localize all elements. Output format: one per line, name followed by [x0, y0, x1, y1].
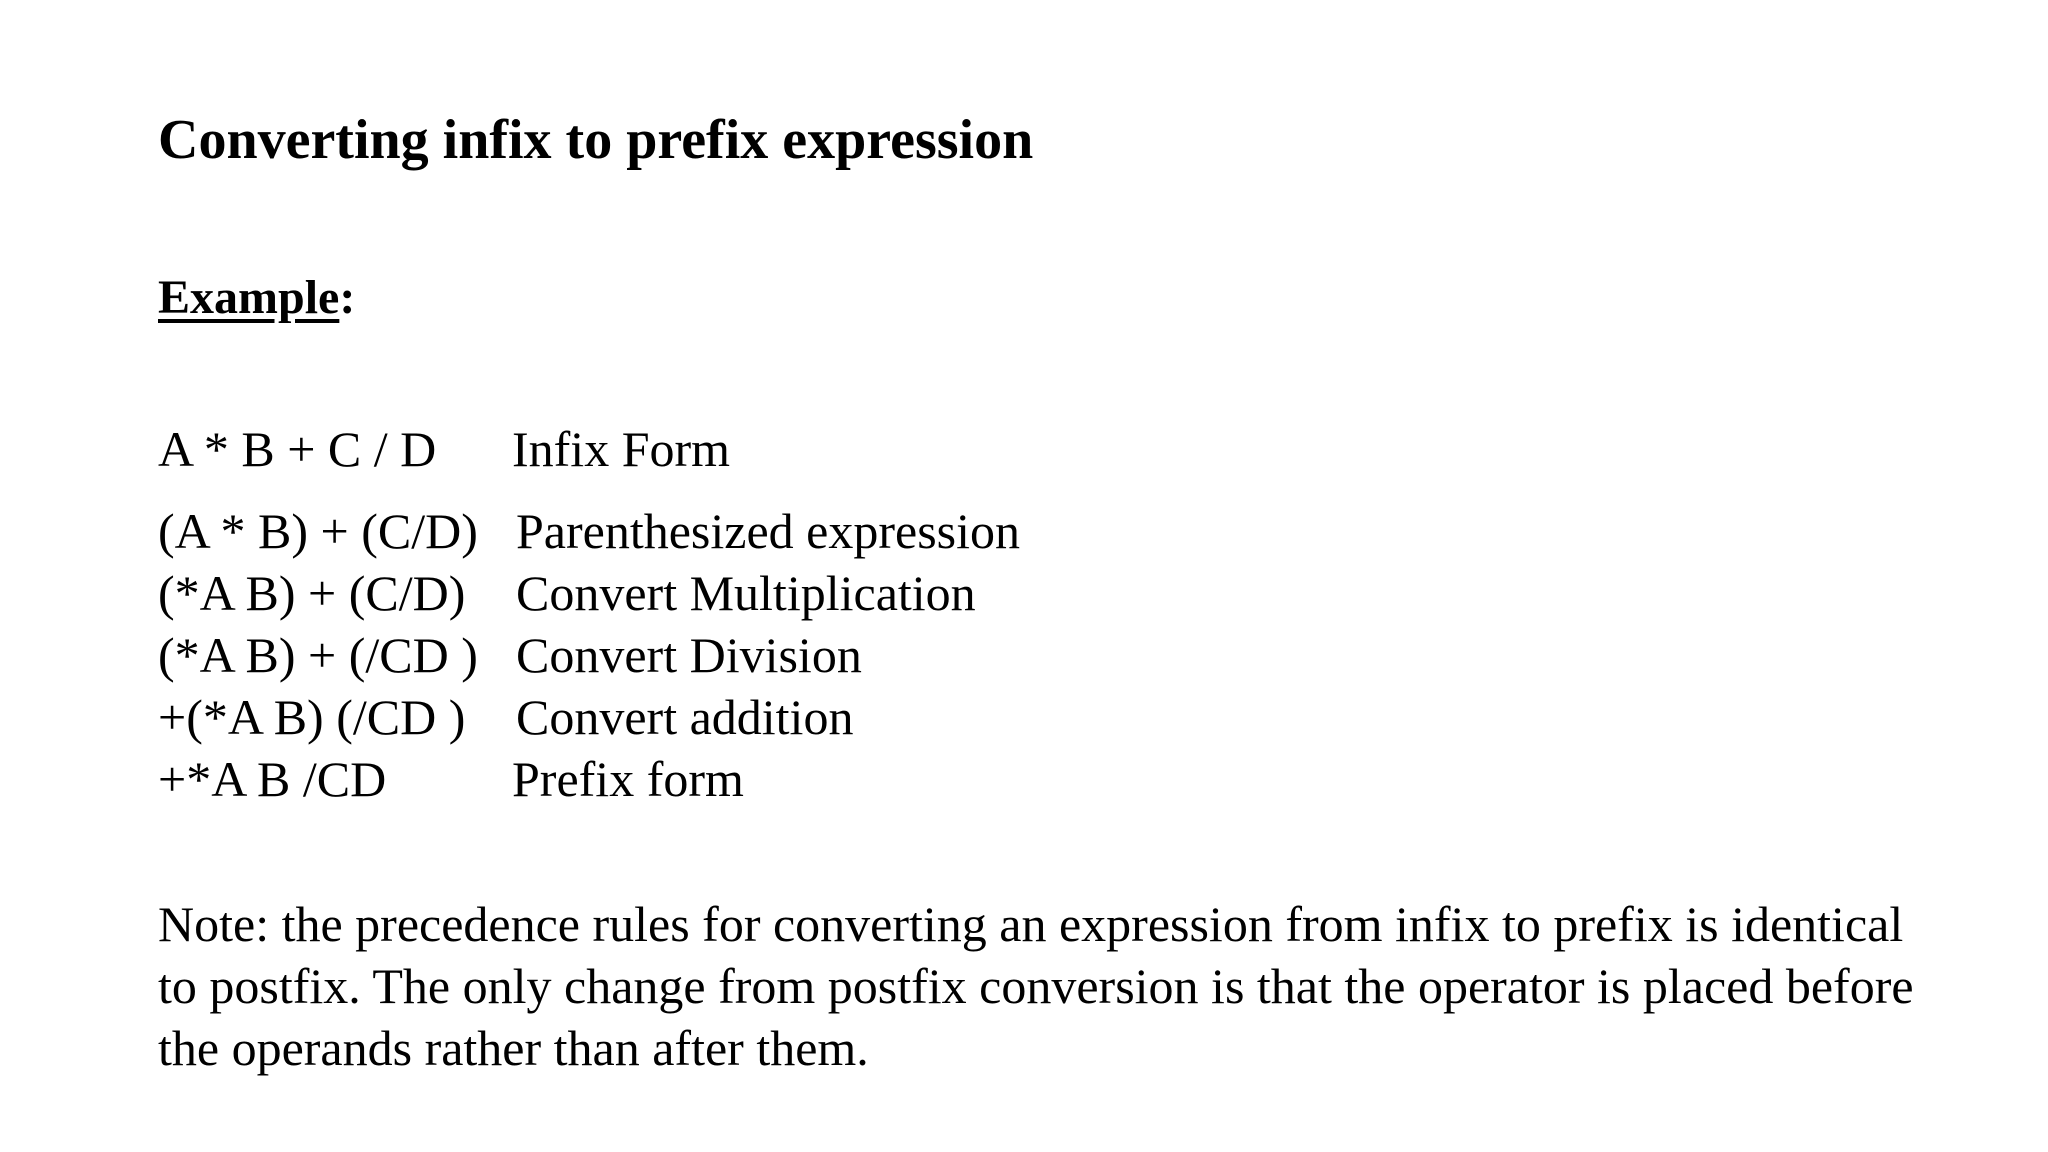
step-expression: (A * B) + (C/D) — [158, 503, 478, 559]
step-description: Convert addition — [516, 689, 854, 745]
step-description: Infix Form — [512, 421, 731, 477]
step-expression: +(*A B) (/CD ) — [158, 689, 466, 745]
step-description: Convert Division — [516, 627, 862, 683]
step-expression: A * B + C / D — [158, 421, 437, 477]
step-expression: (*A B) + (/CD ) — [158, 627, 478, 683]
step-description: Parenthesized expression — [516, 503, 1021, 559]
step-expression: (*A B) + (C/D) — [158, 565, 466, 621]
example-heading — [158, 268, 355, 328]
step-expression: +*A B /CD — [158, 751, 387, 807]
example-colon: : — [339, 271, 356, 324]
example-label: Example — [158, 271, 340, 324]
page-title: Converting infix to prefix expression — [158, 109, 1034, 171]
note-paragraph: Note: the precedence rules for converting an expression from infix to prefix is identical to postfix. The only change from postfix conversion is that the operator is placed before the operands rather than after them. — [158, 896, 1914, 1076]
step-description: Convert Multiplication — [516, 565, 976, 621]
step-description: Prefix form — [512, 751, 744, 807]
